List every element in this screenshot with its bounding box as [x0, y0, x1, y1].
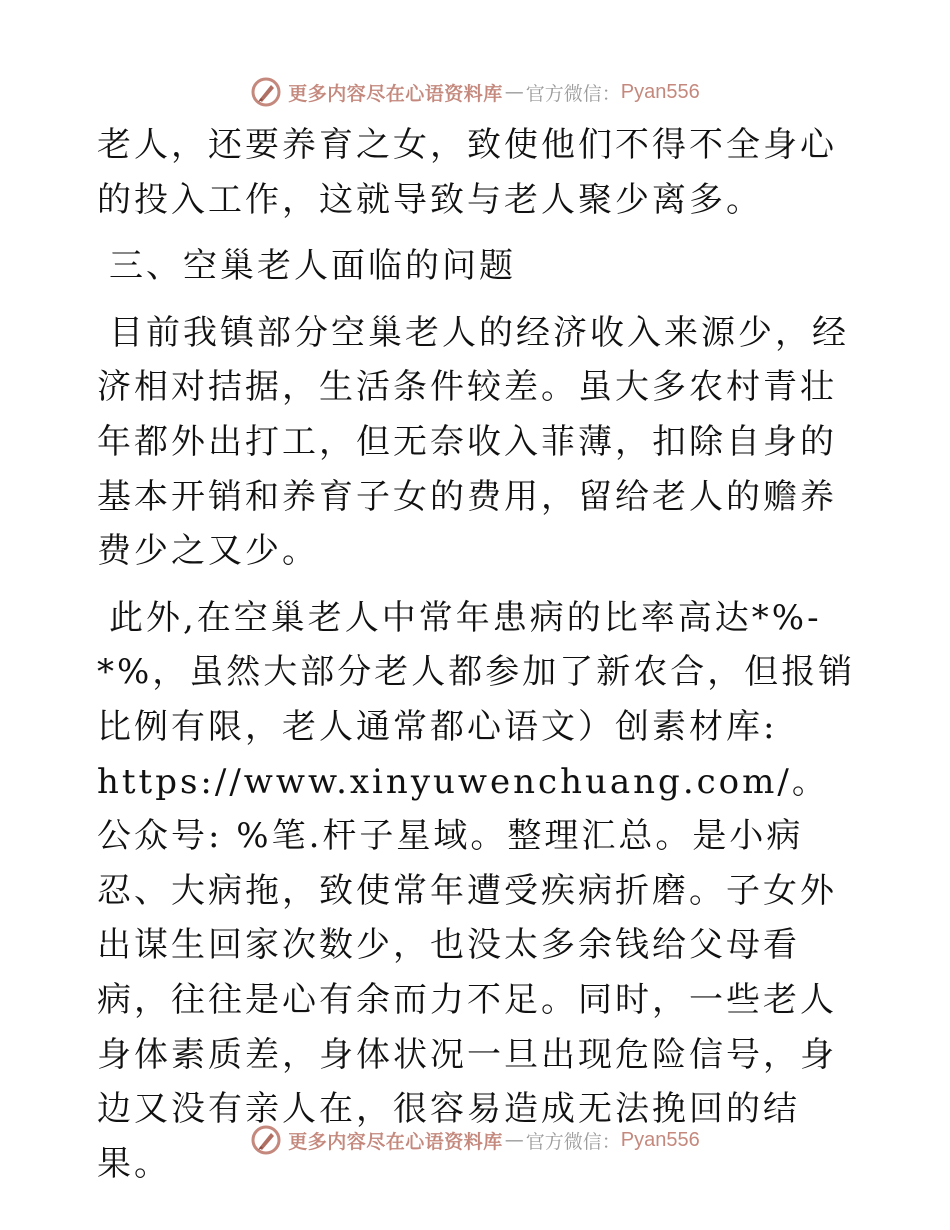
header-watermark: [0, 74, 950, 110]
watermark-dash: —: [504, 81, 524, 103]
footer-watermark: [0, 1122, 950, 1158]
watermark-text: 更多内容尽在心语资料库: [288, 1130, 503, 1153]
watermark-contact-id: Pyan556: [620, 1128, 700, 1151]
watermark-dash: —: [504, 1129, 524, 1151]
paragraph-health: 此外,在空巢老人中常年患病的比率高达*%-*%，虽然大部分老人都参加了新农合，但报销比例有限，老人通常都心语文）创素材库: https://www.xinyuwenchuang.com/。公众号: %笔.杆子星域。整理汇总。是小病忍、大病拖，致使常年遭受疾病折磨。子女外出谋生回家次数少，也没太多余钱给父母看病，往往是心有余而力不足。同时，一些老人身体素质差，身体状况一旦出现危险信号，身边又没有亲人在，很容易造成无法挽回的结果。: [97, 597, 856, 1184]
paragraph-economy: 目前我镇部分空巢老人的经济收入来源少，经济相对拮据，生活条件较差。虽大多农村青壮年都外出打工，但无奈收入菲薄，扣除自身的基本开销和养育子女的费用，留给老人的赡养费少之又少。: [97, 312, 849, 572]
watermark-text: 更多内容尽在心语资料库: [288, 82, 503, 105]
watermark-contact-label: 官方微信：: [525, 1130, 621, 1153]
watermark-contact-id: Pyan556: [620, 80, 700, 103]
document-body: [97, 118, 857, 1203]
section-heading: 三、空巢老人面临的问题: [109, 246, 516, 287]
watermark-contact-label: 官方微信：: [525, 82, 621, 105]
paragraph-continuation: 老人，还要养育之女，致使他们不得不全身心的投入工作，这就导致与老人聚少离多。: [97, 125, 837, 220]
brush-logo-icon: [250, 1124, 282, 1156]
brush-logo-icon: [250, 76, 282, 108]
